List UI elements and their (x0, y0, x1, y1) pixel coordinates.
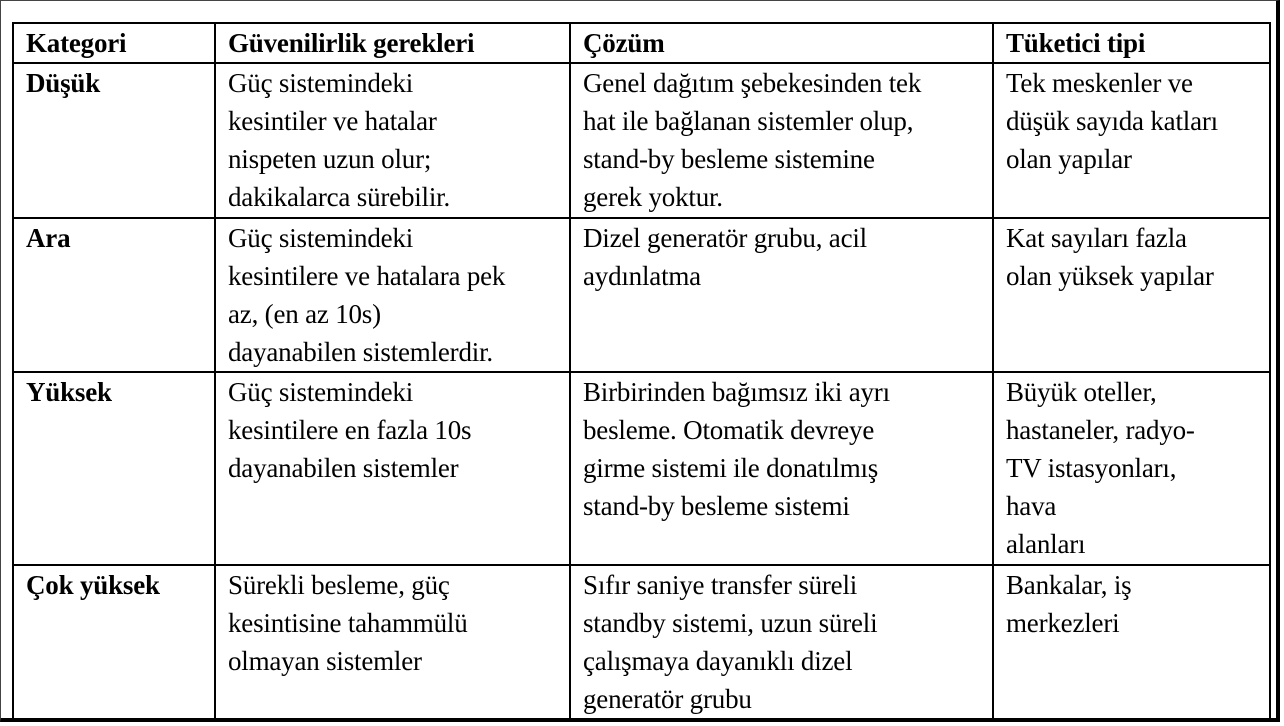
solution-cell: Dizel generatör grubu, acil aydınlatma (570, 218, 993, 372)
table-row (13, 63, 1270, 218)
reliability-cell: Güç sistemindeki kesintiler ve hatalar nispeten uzun olur; dakikalarca sürebilir. (215, 63, 570, 218)
consumer-cell: Kat sayıları fazla olan yüksek yapılar (993, 218, 1270, 372)
category-cell: Çok yüksek (13, 565, 215, 719)
reliability-cell: Güç sistemindeki kesintilere ve hatalara pek az, (en az 10s) dayanabilen sistemlerdir. (215, 218, 570, 372)
consumer-cell: Bankalar, iş merkezleri (993, 565, 1270, 719)
table-row (13, 218, 1270, 372)
category-cell: Düşük (13, 63, 215, 218)
table-row (13, 372, 1270, 565)
header-reliability: Güvenilirlik gerekleri (215, 23, 570, 63)
table-row (13, 565, 1270, 719)
solution-cell: Birbirinden bağımsız iki ayrı besleme. Otomatik devreye girme sistemi ile donatılmış stand-by besleme sistemi (570, 372, 993, 565)
reliability-cell: Güç sistemindeki kesintilere en fazla 10s dayanabilen sistemler (215, 372, 570, 565)
reliability-cell: Sürekli besleme, güç kesintisine tahammülü olmayan sistemler (215, 565, 570, 719)
header-consumer-type: Tüketici tipi (993, 23, 1270, 63)
header-kategori: Kategori (13, 23, 215, 63)
solution-cell: Genel dağıtım şebekesinden tek hat ile bağlanan sistemler olup, stand-by besleme sistemine gerek yoktur. (570, 63, 993, 218)
category-cell: Yüksek (13, 372, 215, 565)
reliability-category-table (12, 22, 1271, 720)
consumer-cell: Tek meskenler ve düşük sayıda katları olan yapılar (993, 63, 1270, 218)
table-header-row (13, 23, 1270, 63)
category-cell: Ara (13, 218, 215, 372)
header-solution: Çözüm (570, 23, 993, 63)
consumer-cell: Büyük oteller, hastaneler, radyo- TV istasyonları, hava alanları (993, 372, 1270, 565)
solution-cell: Sıfır saniye transfer süreli standby sistemi, uzun süreli çalışmaya dayanıklı dizel generatör grubu (570, 565, 993, 719)
